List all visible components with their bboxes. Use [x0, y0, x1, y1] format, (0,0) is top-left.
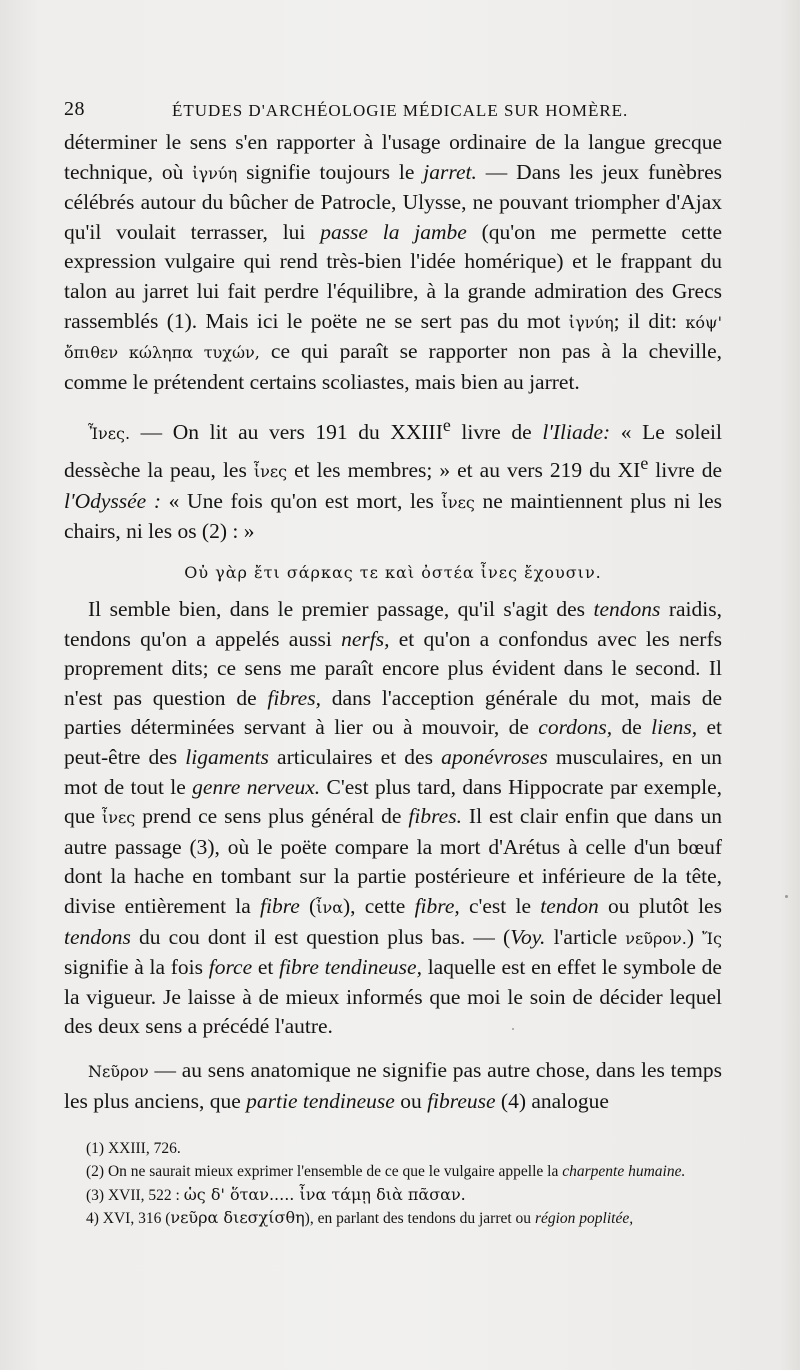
italic-term: passe la jambe [320, 219, 467, 244]
footnote-greek: νεῦρα διεσχίσθη [170, 1208, 305, 1228]
text-run: — On lit au vers 191 du XXIII [130, 420, 443, 445]
footnote-number: (2) [86, 1162, 105, 1180]
text-run: et peut-être des [64, 715, 722, 769]
superscript: e [640, 453, 649, 474]
footnote-number: 4) [86, 1210, 99, 1228]
italic-term: nerfs, [341, 626, 390, 651]
footnotes [64, 1138, 724, 1231]
text-run: laquelle est en effet le symbole de la vigueur. Je laisse à de mieux informés que moi le soin de décider lequel des deux sens a précédé l'autre. [64, 955, 722, 1039]
text-run: ), cette [343, 893, 415, 918]
text-run: et [252, 955, 280, 980]
italic-term: partie tendineuse [246, 1088, 395, 1113]
text-run: de [612, 715, 652, 740]
text-run: signifie à la fois [64, 955, 209, 980]
page-number: 28 [64, 98, 85, 120]
text-run: c'est le [459, 893, 541, 918]
footnote-1 [64, 1138, 724, 1161]
italic-term: liens, [651, 715, 698, 740]
text-run: livre de [648, 458, 722, 483]
text-run: ce qui paraît se rapporter non pas à la cheville, comme le prétendent certains scoliastes, mais bien au jarret. [64, 339, 723, 394]
footnote-number: (1) [86, 1140, 105, 1157]
greek-word: Ἶνες. [88, 424, 131, 444]
text-run: et les membres; » et au vers 219 du XI [287, 458, 641, 483]
footnote-italic: région poplitée, [534, 1210, 634, 1228]
italic-term: fibreuse [427, 1088, 496, 1113]
text-run: musculaires, en un mot de tout le [64, 745, 722, 799]
paper-speck [512, 1028, 514, 1030]
italic-term: cordons, [538, 715, 613, 740]
italic-term: aponévroses [441, 745, 548, 769]
text-run: ou [394, 1088, 428, 1113]
greek-verse: Οὐ γὰρ ἔτι σάρκας τε καὶ ὀστέα ἶνες ἔχουσιν. [184, 563, 602, 583]
italic-term: l'Odyssée : [64, 488, 162, 513]
footnote-greek: ὡς δ' ὅταν..... ἶνα τάμῃ διὰ πᾶσαν. [183, 1184, 466, 1204]
footnote-4 [64, 1207, 724, 1231]
greek-word: νεῦρον. [625, 928, 687, 948]
text-run: prend ce sens plus général de [135, 804, 409, 829]
italic-term: genre nerveux. [192, 774, 321, 799]
text-run: du cou dont il est question plus bas. — ( [130, 924, 511, 949]
footnote-2 [64, 1161, 724, 1184]
greek-quote: κόψ' ὄπιθεν κώληπα τυχών, [64, 312, 722, 363]
paragraph-1 [64, 128, 722, 397]
italic-term: force [208, 955, 253, 980]
text-run: — au sens anatomique ne signifie pas autre chose, dans les temps les plus anciens, que [64, 1057, 722, 1113]
italic-term: tendons [64, 924, 131, 949]
greek-word: ἶνες [253, 462, 288, 482]
text-run: Il est clair enfin que dans un autre passage (3), où le poëte compare la mort d'Arétus à celle d'un bœuf dont la hache en tombant sur la partie postérieure et inférieure de la tête, divise entièrement la [64, 804, 722, 918]
text-run: « Une fois qu'on est mort, les [161, 488, 442, 513]
text-run: et qu'on a confondus avec les nerfs proprement dits; ce sens me paraît encore plus évident dans le second. Il n'est pas question de [64, 626, 722, 710]
italic-term: fibres. [408, 804, 462, 829]
superscript: e [442, 415, 451, 436]
text-run: ( [299, 893, 317, 918]
text-run: signifie toujours le [237, 159, 424, 184]
greek-word: ἰγνύη [192, 163, 238, 183]
italic-term: tendons [593, 597, 661, 622]
page-header [64, 98, 724, 128]
italic-term: fibre [260, 893, 300, 918]
text-run: « Le soleil dessèche la peau, les [64, 420, 723, 483]
text-run: articulaires et des [268, 745, 442, 769]
text-run: Il semble bien, dans le premier passage, qu'il s'agit des [88, 597, 594, 622]
greek-word: Νεῦρον [88, 1061, 149, 1081]
text-run: déterminer le sens s'en rapporter à l'usage ordinaire de la langue grecque technique, où [64, 130, 722, 184]
footnote-3 [64, 1184, 724, 1208]
italic-term: l'Iliade: [542, 420, 611, 445]
footnote-italic: charpente humaine. [562, 1162, 686, 1180]
greek-word: ἰγνύη [568, 312, 614, 332]
main-text [64, 128, 722, 1116]
text-run: ne maintiennent plus ni les chairs, ni les os (2) : » [64, 488, 722, 544]
italic-term: ligaments [185, 745, 269, 769]
footnote-number: (3) [86, 1186, 105, 1204]
text-run: (qu'on me permette cette expression vulgaire qui rend très-bien l'idée homérique) et le frappant du talon au jarret lui fait perdre l'équilibre, à la grande admiration des Grecs rassemblés (1). Mais ici le poëte ne se sert pas du mot [64, 219, 722, 333]
italic-term: Voy. [510, 924, 546, 949]
running-title: ÉTUDES D'ARCHÉOLOGIE MÉDICALE SUR HOMÈRE. [172, 101, 629, 120]
text-run: (4) analogue [495, 1088, 609, 1113]
italic-term: fibre tendineuse, [279, 955, 422, 980]
greek-word: Ἴς [702, 928, 722, 948]
greek-word: ἶνες [102, 808, 136, 828]
text-run: — Dans les jeux funèbres célébrés autour du bûcher de Patrocle, Ulysse, ne pouvant triompher d'Ajax qu'il voulait terrasser, lui [64, 159, 723, 244]
text-run: ) [686, 924, 703, 949]
footnote-text: On ne saurait mieux exprimer l'ensemble de ce que le vulgaire appelle la [107, 1162, 563, 1180]
paragraph-3 [64, 595, 722, 1042]
text-run: dans l'acception générale du mot, mais de parties déterminées servant à lier ou à mouvoir, de [64, 685, 722, 740]
footnote-text: XXIII, 726. [107, 1140, 181, 1157]
text-run: raidis, tendons qu'on a appelés aussi [64, 597, 722, 651]
paragraph-4 [64, 1056, 722, 1116]
text-run: C'est plus tard, dans Hippocrate par exemple, que [64, 774, 722, 829]
footnote-text: ), en parlant des tendons du jarret ou [304, 1210, 535, 1228]
greek-word: ἶνα [316, 897, 344, 917]
text-run: l'article [545, 924, 626, 949]
text-run: ; il dit: [613, 308, 686, 333]
italic-term: tendon [540, 893, 599, 918]
italic-term: jarret. [423, 159, 477, 184]
italic-term: fibre, [414, 893, 460, 918]
greek-word: ἶνες [441, 492, 475, 512]
text-run: ou plutôt les [598, 893, 722, 918]
paragraph-2 [64, 411, 722, 547]
footnote-text: XVII, 522 : [107, 1186, 184, 1204]
italic-term: fibres, [267, 685, 321, 710]
paper-speck [785, 895, 788, 898]
text-run: livre de [450, 420, 543, 445]
footnote-text: XVI, 316 ( [102, 1210, 171, 1228]
